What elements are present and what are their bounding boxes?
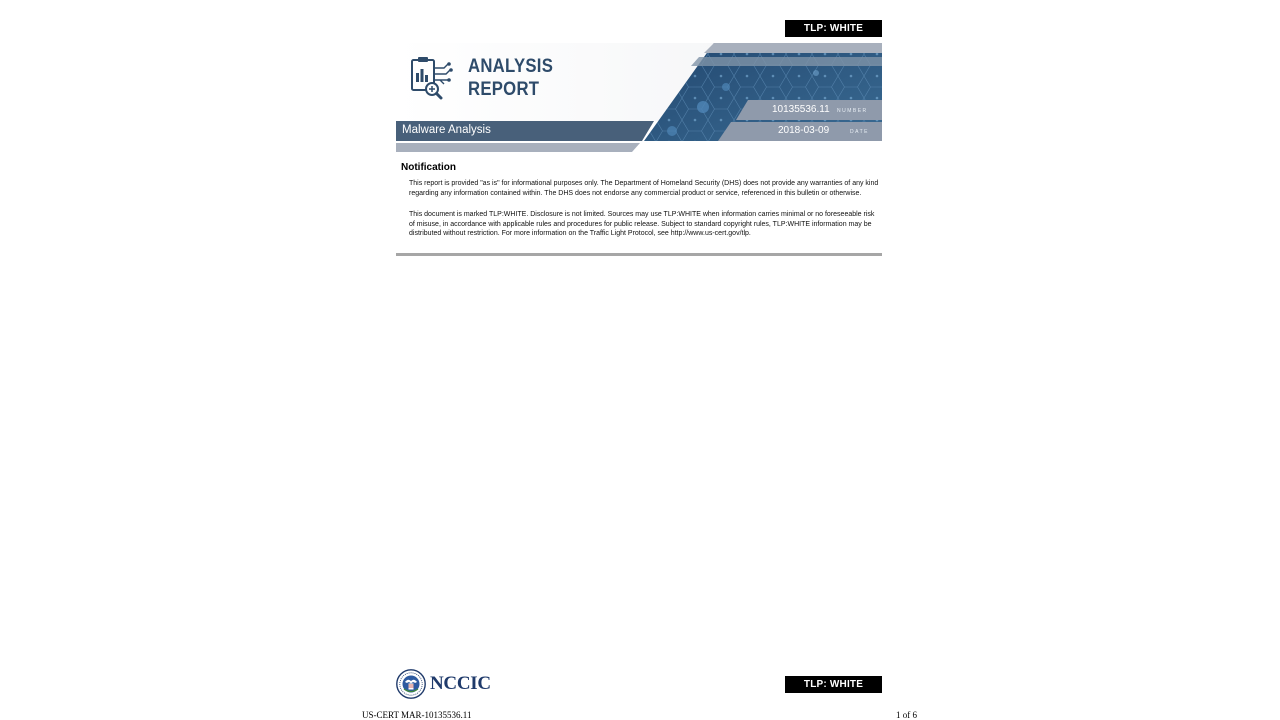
report-subtitle: Malware Analysis [402, 124, 491, 136]
report-date-label: DATE [850, 129, 869, 135]
report-banner [396, 43, 882, 153]
notification-heading: Notification [401, 162, 456, 173]
report-chart-magnifier-icon [410, 56, 458, 100]
footer-page-number: 1 of 6 [896, 710, 917, 720]
nccic-logo-text: NCCIC [430, 673, 491, 694]
report-date: 2018-03-09 [778, 125, 830, 136]
notification-paragraph-1: This report is provided "as is" for informational purposes only. The Department of Homeland Security (DHS) does not provide any warranties of any kind regarding any information contained within. The DHS does not endorse any commercial product or service, referenced in this bulletin or otherwise. [409, 180, 879, 197]
report-number-label: NUMBER [837, 108, 868, 114]
tlp-badge-top: TLP: WHITE [785, 20, 882, 37]
notification-paragraph-2: This document is marked TLP:WHITE. Disclosure is not limited. Sources may use TLP:WHITE when information carries minimal or no foreseeable risk of misuse, in accordance with applicable rules and procedures for public release. Subject to standard copyright rules, TLP:WHITE information may be distributed without restriction. For more information on the Traffic Light Protocol, see http://www.us-cert.gov/tlp. [409, 211, 875, 238]
report-title-line-1: ANALYSIS [468, 56, 554, 77]
tlp-badge-bottom: TLP: WHITE [785, 676, 882, 693]
report-number: 10135536.11 [772, 104, 830, 115]
footer-document-id: US-CERT MAR-10135536.11 [362, 710, 472, 720]
notification-divider [396, 253, 882, 256]
report-title-line-2: REPORT [468, 79, 540, 100]
dhs-seal-icon [396, 669, 426, 699]
